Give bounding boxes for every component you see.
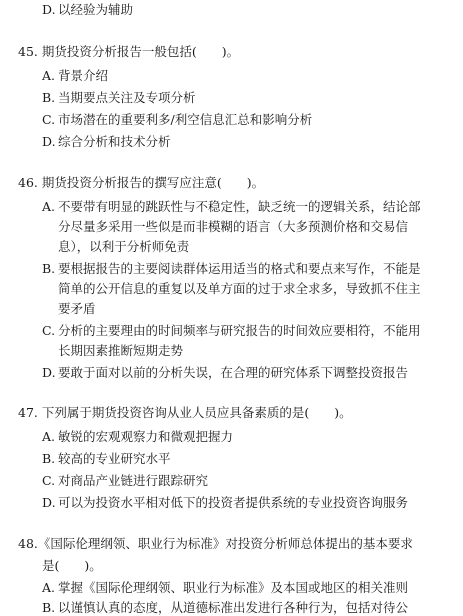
question-47-stem: 47. 下列属于期货投资咨询从业人员应具备素质的是( )。	[18, 405, 352, 420]
question-45-option-b	[42, 90, 196, 106]
question-46-option-d	[42, 365, 408, 381]
option-text: 不要带有明显的跳跃性与不稳定性，缺乏统一的逻辑关系，结论部	[58, 199, 421, 214]
question-46-stem: 46. 期货投资分析报告的撰写应注意( )。	[18, 175, 265, 190]
question-46-option-a-line-3: 息），以利于分析师免责	[58, 239, 190, 254]
option-letter: A.	[42, 580, 56, 595]
option-text: 可以为投资水平相对低下的投资者提供系统的专业投资咨询服务	[58, 495, 409, 510]
option-text: 当期要点关注及专项分析	[58, 90, 196, 105]
option-text: 掌握《国际伦理纲领、职业行为标准》及本国或地区的相关准则	[58, 580, 409, 595]
question-46-option-c-line-2: 长期因素推断短期走势	[58, 343, 184, 358]
question-46-option-b-line-3: 要矛盾	[58, 301, 96, 316]
question-47-option-c	[42, 473, 208, 489]
question-46-option-b	[42, 261, 421, 277]
option-letter: B.	[42, 261, 56, 276]
option-text: 要根据报告的主要阅读群体运用适当的格式和要点来写作，不能是	[58, 261, 421, 276]
question-48-stem-cont: 是( )。	[42, 558, 102, 573]
option-text: 较高的专业研究水平	[58, 451, 171, 466]
option-text: 背景介绍	[58, 68, 109, 83]
question-47-option-b	[42, 451, 171, 467]
question-45-stem: 45. 期货投资分析报告一般包括( )。	[18, 44, 240, 59]
option-letter: D.	[42, 365, 56, 380]
option-text: 综合分析和技术分析	[58, 134, 171, 149]
question-46-option-b-line-2: 简单的公开信息的重复以及单方面的过于求全求多，导致抓不住主	[58, 281, 421, 296]
option-letter: D.	[42, 2, 56, 17]
question-48-stem: 48.《国际伦理纲领、职业行为标准》对投资分析师总体提出的基本要求	[18, 536, 413, 551]
option-text: 分析的主要理由的时间频率与研究报告的时间效应要相符，不能用	[58, 323, 421, 338]
question-48-option-a	[42, 580, 408, 596]
option-letter: C.	[42, 112, 56, 127]
option-text: 要敢于面对以前的分析失误，在合理的研究体系下调整投资报告	[58, 365, 409, 380]
question-46-option-c	[42, 323, 421, 339]
question-47-option-d	[42, 495, 408, 511]
option-letter: A.	[42, 68, 56, 83]
question-45-option-c	[42, 112, 312, 128]
option-letter: C.	[42, 473, 56, 488]
option-letter: A.	[42, 199, 56, 214]
question-46-option-a-line-2: 分尽量多采用一些似是而非模糊的语言（大多预测价格和交易信	[58, 219, 409, 234]
question-46-option-a	[42, 199, 421, 215]
question-48-option-b	[42, 600, 408, 616]
question-47-option-a	[42, 429, 233, 445]
option-letter: B.	[42, 600, 56, 615]
option-letter: D.	[42, 495, 56, 510]
option-text: 市场潜在的重要利多/利空信息汇总和影响分析	[58, 112, 313, 127]
option-d-q44	[42, 2, 133, 18]
option-letter: B.	[42, 451, 56, 466]
question-45-option-d	[42, 134, 171, 150]
option-text: 对商品产业链进行跟踪研究	[58, 473, 209, 488]
question-45-option-a	[42, 68, 108, 84]
option-letter: B.	[42, 90, 56, 105]
option-letter: C.	[42, 323, 56, 338]
option-text: 敏锐的宏观观察力和微观把握力	[58, 429, 234, 444]
option-letter: D.	[42, 134, 56, 149]
option-text: 以谨慎认真的态度，从道德标准出发进行各种行为，包括对待公	[58, 600, 409, 615]
option-text: 以经验为辅助	[58, 2, 134, 17]
option-letter: A.	[42, 429, 56, 444]
